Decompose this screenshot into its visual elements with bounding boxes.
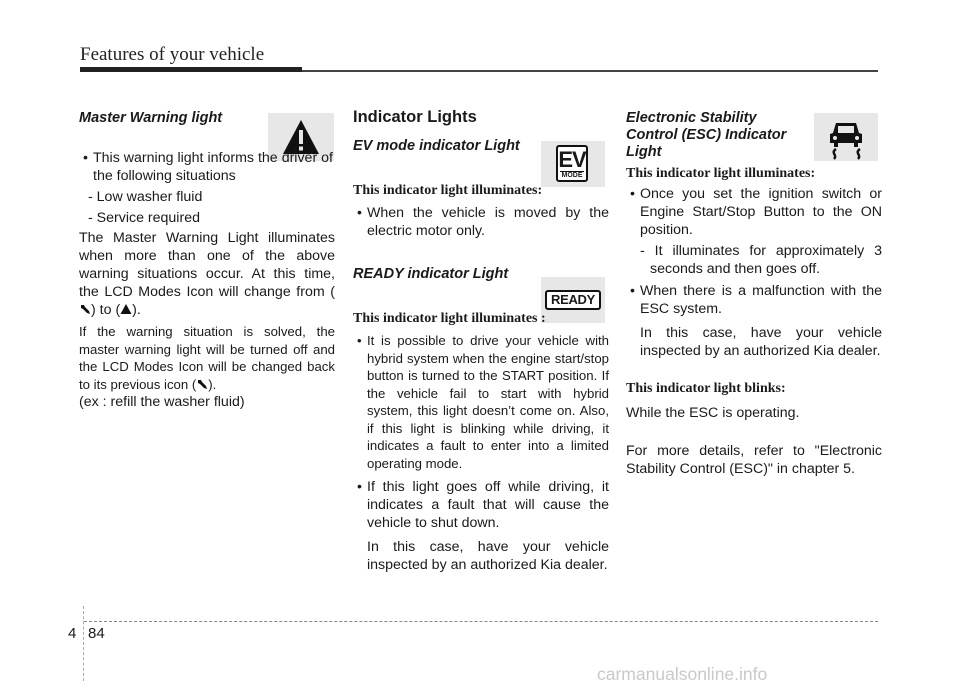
para2-text: If the warning situation is solved, the master warning light will be turned off and the LCD Modes Icon will be changed back to its previous icon (: [79, 324, 335, 392]
ev-subhead: This indicator light illuminates:: [353, 183, 543, 198]
esc-bullet-1: • Once you set the ignition switch or Engine Start/Stop Button to the ON position.: [626, 185, 882, 239]
footer-vertical-rule: [83, 606, 84, 681]
ev-mode-heading: EV mode indicator Light: [353, 138, 520, 154]
ev-icon-subtext: MODE: [561, 172, 583, 179]
esc-blink-text: While the ESC is operating.: [626, 405, 800, 421]
subitem-washer: - Low washer fluid: [88, 189, 203, 205]
page-header-title: Features of your vehicle: [80, 44, 265, 65]
ready-heading: READY indicator Light: [353, 266, 509, 282]
esc-bullet-2: • When there is a malfunction with the ESC system.: [626, 282, 882, 318]
ready-note: In this case, have your vehicle inspected by an authorized Kia dealer.: [367, 539, 609, 573]
master-warning-example: (ex : refill the washer fluid): [79, 394, 245, 410]
header-bar: [80, 67, 302, 72]
ready-subhead: This indicator light illuminates :: [353, 311, 546, 326]
ready-icon: READY: [545, 290, 601, 310]
para1-text: The Master Warning Light illuminates when more than one of the above warning situations occur. At this time, the LCD Modes Icon will change from (: [79, 230, 335, 300]
esc-subhead-illuminates: This indicator light illuminates:: [626, 166, 816, 181]
column-master-warning: [79, 104, 335, 411]
esc-more-details: For more details, refer to "Electronic Stability Control (ESC)" in chapter 5.: [626, 443, 882, 477]
master-warning-heading: Master Warning light: [79, 110, 223, 126]
master-warning-bullet: • This warning light informs the driver of the following situations: [79, 149, 333, 185]
esc-dash-1: - It illuminates for approximately 3 seconds and then goes off.: [640, 243, 882, 277]
para1-mid: ) to (: [91, 302, 121, 318]
para1-end: ).: [132, 302, 141, 318]
subitem-service: - Service required: [88, 210, 200, 226]
footer-rule: [84, 621, 878, 622]
column-indicator-lights: [353, 104, 609, 574]
chapter-number: 4: [68, 625, 77, 642]
esc-note: In this case, have your vehicle inspected by an authorized Kia dealer.: [640, 325, 882, 359]
ready-bullet-1: • It is possible to drive your vehicle with hybrid system when the engine start/stop button is turned to the START position. If the vehicle fail to start with hybrid system, this light doesn’t come on. Also, if this light is blinking while driving, it indicates a fault to enter into a limited operating mode.: [353, 332, 609, 472]
ev-bullet: • When the vehicle is moved by the electric motor only.: [353, 204, 609, 240]
warning-triangle-icon-inline: [120, 303, 132, 315]
column-esc: [626, 104, 882, 478]
header-rule: [302, 70, 878, 72]
esc-heading: Electronic Stability Control (ESC) Indicator Light: [626, 110, 787, 160]
para2-end: ).: [208, 376, 217, 392]
ev-icon-text: EV: [558, 147, 586, 172]
wrench-icon-inline: [196, 378, 208, 390]
page-number: 84: [88, 625, 105, 642]
master-warning-para1: [79, 229, 335, 319]
ready-bullet-2: • If this light goes off while driving, it indicates a fault that will cause the vehicle to shut down.: [353, 478, 609, 532]
master-warning-para2: [79, 323, 335, 393]
esc-subhead-blinks: This indicator light blinks:: [626, 381, 786, 396]
watermark: carmanualsonline.info: [597, 664, 768, 684]
indicator-lights-title: Indicator Lights: [353, 108, 477, 126]
wrench-icon: [79, 303, 91, 315]
